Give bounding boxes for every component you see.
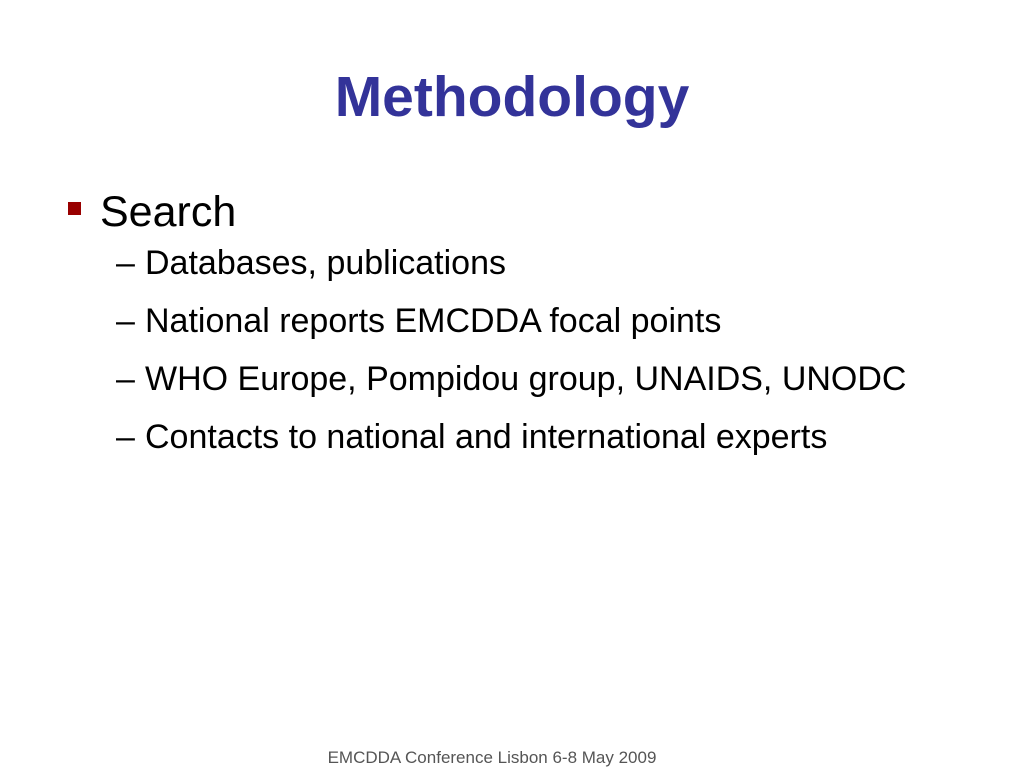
sub-bullet-label: WHO Europe, Pompidou group, UNAIDS, UNODC <box>145 360 907 398</box>
dash-bullet-icon: – <box>116 418 135 456</box>
dash-bullet-icon: – <box>116 244 135 282</box>
dash-bullet-icon: – <box>116 302 135 340</box>
sub-bullet-label: Contacts to national and international experts <box>145 418 828 456</box>
slide-title: Methodology <box>334 65 690 129</box>
sub-bullet-item <box>116 360 980 399</box>
slide-content <box>60 186 980 476</box>
sub-bullet-item <box>116 244 980 283</box>
sub-bullet-label: National reports EMCDDA focal points <box>145 302 722 340</box>
slide-footer: EMCDDA Conference Lisbon 6-8 May 2009 <box>327 748 657 767</box>
sub-bullet-label: Databases, publications <box>145 244 507 282</box>
square-bullet-icon <box>68 202 81 215</box>
bullet-item-label: Search <box>100 188 237 236</box>
sub-bullet-item <box>116 418 980 457</box>
dash-bullet-icon: – <box>116 360 135 398</box>
sub-bullet-list <box>60 244 980 457</box>
bullet-item-search <box>60 186 980 238</box>
sub-bullet-item <box>116 302 980 341</box>
